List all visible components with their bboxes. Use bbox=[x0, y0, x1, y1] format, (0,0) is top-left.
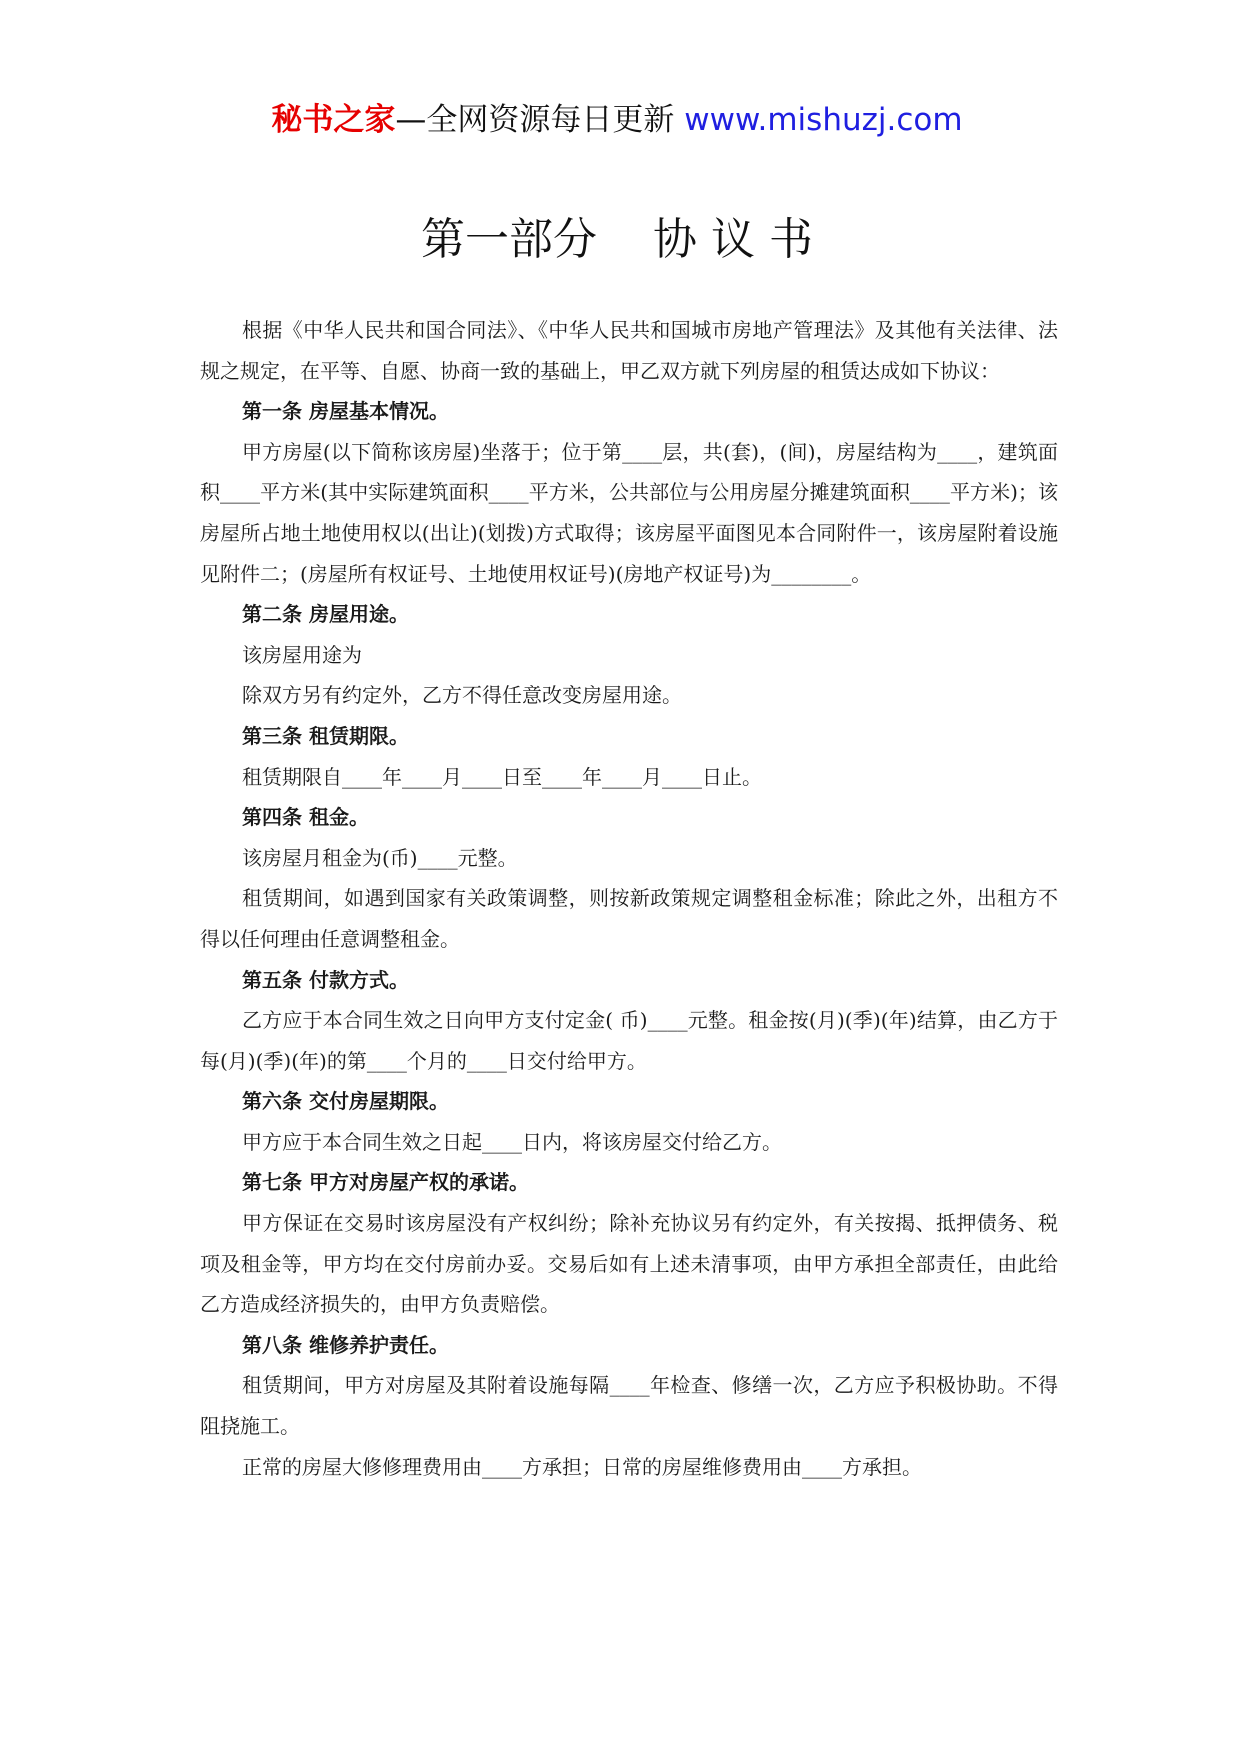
site-header bbox=[0, 98, 1234, 142]
article-5-paragraph: 乙方应于本合同生效之日向甲方支付定金( 币)____元整。租金按(月)(季)(年)结算，由乙方于每(月)(季)(年)的第____个月的____日交付给甲方。 bbox=[200, 1008, 1058, 1073]
article-1-paragraph: 甲方房屋(以下简称该房屋)坐落于；位于第____层，共(套)，(间)，房屋结构为____，建筑面积____平方米(其中实际建筑面积____平方米，公共部位与公用房屋分摊建筑面积____平方米)；该房屋所占地土地使用权以(出让)(划拨)方式取得；该房屋平面图见本合同附件一，该房屋附着设施见附件二；(房屋所有权证号、土地使用权证号)(房地产权证号)为________。 bbox=[200, 439, 1058, 586]
article-3-paragraph: 租赁期限自____年____月____日至____年____月____日止。 bbox=[242, 764, 762, 789]
document-body bbox=[200, 310, 1058, 1487]
article-2-heading: 第二条 房屋用途。 bbox=[242, 602, 409, 627]
article-8-paragraph: 正常的房屋大修修理费用由____方承担；日常的房屋维修费用由____方承担。 bbox=[242, 1454, 922, 1479]
article-2-paragraph: 该房屋用途为 bbox=[242, 642, 362, 667]
article-4-paragraph: 租赁期间，如遇到国家有关政策调整，则按新政策规定调整租金标准；除此之外，出租方不得以任何理由任意调整租金。 bbox=[200, 886, 1058, 951]
article-1-heading: 第一条 房屋基本情况。 bbox=[242, 399, 449, 424]
site-brand: 秘书之家 bbox=[271, 102, 396, 138]
article-8-paragraph: 租赁期间，甲方对房屋及其附着设施每隔____年检查、修缮一次，乙方应予积极协助。不得阻挠施工。 bbox=[200, 1373, 1058, 1439]
article-6-heading: 第六条 交付房屋期限。 bbox=[242, 1089, 449, 1114]
article-2-paragraph: 除双方另有约定外，乙方不得任意改变房屋用途。 bbox=[242, 683, 682, 708]
article-6-paragraph: 甲方应于本合同生效之日起____日内，将该房屋交付给乙方。 bbox=[242, 1129, 782, 1154]
document-title: 第一部分 协 议 书 bbox=[421, 214, 813, 265]
article-7-paragraph: 甲方保证在交易时该房屋没有产权纠纷；除补充协议另有约定外，有关按揭、抵押债务、税项及租金等，甲方均在交付房前办妥。交易后如有上述未清事项，由甲方承担全部责任，由此给乙方造成经济损失的，由甲方负责赔偿。 bbox=[200, 1211, 1058, 1317]
article-3-heading: 第三条 租赁期限。 bbox=[242, 723, 409, 748]
site-url-link[interactable]: www.mishuzj.com bbox=[684, 102, 963, 138]
article-7-heading: 第七条 甲方对房屋产权的承诺。 bbox=[242, 1170, 529, 1195]
site-slogan: —全网资源每日更新 bbox=[395, 102, 675, 138]
article-4-heading: 第四条 租金。 bbox=[242, 805, 369, 830]
article-5-heading: 第五条 付款方式。 bbox=[242, 967, 409, 992]
article-4-paragraph: 该房屋月租金为(币)____元整。 bbox=[242, 845, 518, 870]
article-8-heading: 第八条 维修养护责任。 bbox=[242, 1332, 449, 1357]
intro-paragraph: 根据《中华人民共和国合同法》、《中华人民共和国城市房地产管理法》及其他有关法律、法规之规定，在平等、自愿、协商一致的基础上，甲乙双方就下列房屋的租赁达成如下协议： bbox=[200, 318, 1058, 383]
